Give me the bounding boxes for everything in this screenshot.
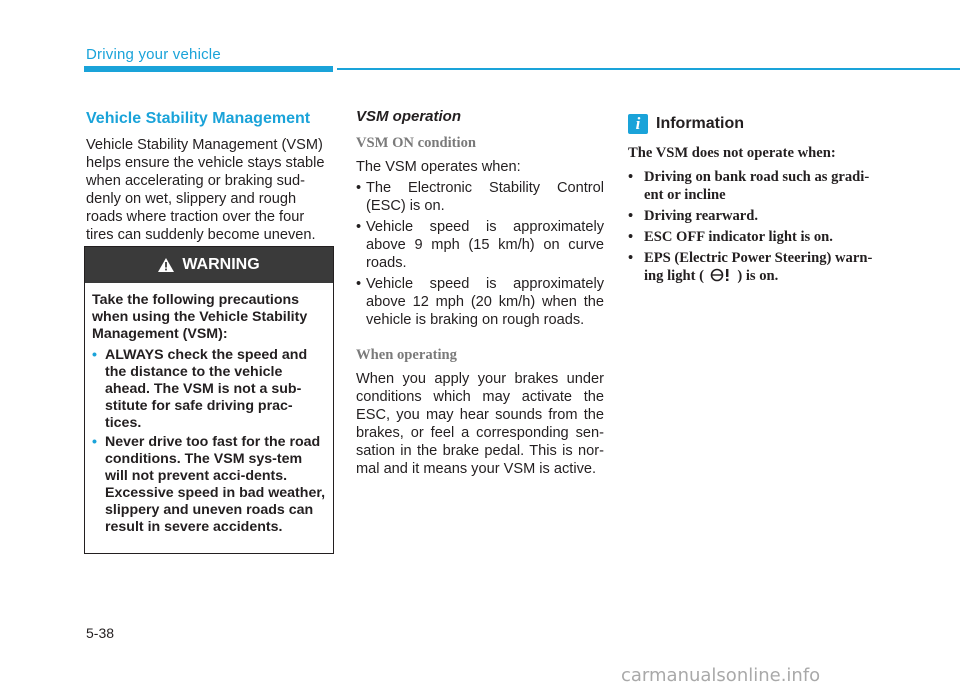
bullet-dot-icon: • <box>356 180 362 196</box>
information-item <box>628 207 883 225</box>
watermark: carmanualsonline.info <box>621 665 821 686</box>
intro-line: when accelerating or braking sud- <box>86 173 306 189</box>
section-header: Driving your vehicle <box>86 46 221 63</box>
column-information <box>628 108 883 288</box>
information-item <box>628 228 883 246</box>
section-title-vsm: Vehicle Stability Management <box>86 110 311 127</box>
on-condition-text: Vehicle speed is approximately above 9 mph (15 km/h) on curve roads. <box>366 219 604 271</box>
intro-line: roads where traction over the four <box>86 209 305 225</box>
warning-label: WARNING <box>182 256 260 273</box>
intro-line: helps ensure the vehicle stays stable <box>86 155 325 171</box>
intro-line: Vehicle Stability Management (VSM) <box>86 137 323 153</box>
eps-text-after: ) is on. <box>737 268 779 284</box>
warning-item <box>92 347 326 432</box>
warning-header <box>85 247 333 283</box>
information-item-text: Driving rearward. <box>644 208 759 224</box>
warning-item-text: ALWAYS check the speed and the distance to the vehicle ahead. The VSM is not a sub-stitute for safe driving prac-tices. <box>105 347 308 431</box>
information-header <box>628 114 883 134</box>
information-intro: The VSM does not operate when: <box>628 145 836 161</box>
intro-line: tires can suddenly become uneven. <box>86 227 316 243</box>
warning-intro: Take the following precautions when using the Vehicle Stability Management (VSM): <box>92 292 308 342</box>
when-operating-title: When operating <box>356 347 457 363</box>
warning-box <box>84 246 334 554</box>
information-item <box>628 249 883 285</box>
warning-body <box>85 283 333 536</box>
bullet-dot-icon: • <box>92 434 97 450</box>
warning-item-text: Never drive too fast for the road conditions. The VSM sys-tem will not prevent acci-dents. Excessive speed in bad weather, slippery and uneven roads can result in severe accidents. <box>105 434 326 535</box>
information-body <box>628 144 883 285</box>
column-vsm-operation <box>356 108 604 478</box>
bullet-dot-icon: • <box>356 219 362 235</box>
information-item <box>628 168 883 204</box>
bullet-dot-icon: • <box>628 229 634 245</box>
bullet-dot-icon: • <box>628 208 634 224</box>
column-vsm-intro <box>86 108 333 244</box>
on-condition-item <box>356 218 604 272</box>
vsm-intro-text <box>86 136 333 244</box>
information-item-text: ESC OFF indicator light is on. <box>644 229 833 245</box>
information-title: Information <box>656 115 744 132</box>
eps-text-before: EPS (Electric Power Steering) warn-ing light ( <box>644 250 873 284</box>
eps-warning-light-icon <box>710 268 732 282</box>
warning-triangle-icon <box>158 258 174 272</box>
on-condition-item <box>356 275 604 329</box>
information-item-text: Driving on bank road such as gradi-ent or incline <box>644 169 870 203</box>
header-rule-thick <box>84 66 333 72</box>
when-operating-text: When you apply your brakes under conditions which may activate the ESC, you may hear sounds from the brakes, or feel a corresponding sen-sation in the brake pedal. This is nor-mal and it means your VSM is active. <box>356 371 604 477</box>
on-condition-text: Vehicle speed is approximately above 12 mph (20 km/h) when the vehicle is braking on rough roads. <box>366 276 604 328</box>
on-condition-text: The Electronic Stability Control (ESC) is on. <box>366 180 604 214</box>
page-number: 5-38 <box>86 625 115 641</box>
bullet-dot-icon: • <box>628 250 634 266</box>
bullet-dot-icon: • <box>92 347 97 363</box>
header-rule-thin <box>337 68 960 70</box>
on-condition-item <box>356 179 604 215</box>
bullet-dot-icon: • <box>628 169 634 185</box>
intro-line: denly on wet, slippery and rough <box>86 191 297 207</box>
bullet-dot-icon: • <box>356 276 362 292</box>
warning-item <box>92 434 326 536</box>
vsm-on-condition-title: VSM ON condition <box>356 135 477 151</box>
vsm-operation-title: VSM operation <box>356 108 462 125</box>
info-icon: i <box>628 114 648 134</box>
vsm-on-intro: The VSM operates when: <box>356 159 521 175</box>
